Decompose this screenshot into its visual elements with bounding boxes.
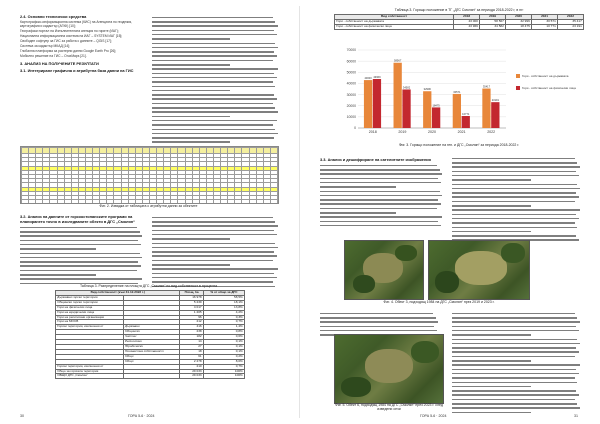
table-3-cell-pct: 0,1% xyxy=(203,344,244,349)
table-3-cell-pct: 0,3% xyxy=(203,315,244,320)
bullet-item: Географски портал на Изпълнителната агенция по горите (ИАГ); xyxy=(20,29,119,33)
body-text-right-col1b xyxy=(320,310,438,336)
text-line xyxy=(152,260,273,262)
table-3-cell-area: 4 017 xyxy=(180,305,203,310)
chart-bar xyxy=(364,80,372,128)
text-line xyxy=(152,34,277,36)
table-3-cell-area: 29 033 xyxy=(180,369,203,374)
satellite-photo-2023 xyxy=(428,240,530,300)
bullet-item: Мобилно решение на ГИС – OruxMaps [21]. xyxy=(20,54,87,58)
chart-data-label: 30571 xyxy=(453,90,461,94)
chart-data-label: 43969 xyxy=(373,76,381,80)
text-line xyxy=(320,212,396,214)
text-line xyxy=(20,261,138,263)
text-line xyxy=(452,231,531,233)
text-line xyxy=(152,47,278,49)
table-3-cell-area: 61 xyxy=(180,354,203,359)
text-line xyxy=(152,251,274,253)
text-line xyxy=(152,107,275,109)
text-line xyxy=(152,98,277,100)
col-left-1b xyxy=(20,214,142,284)
text-line xyxy=(452,214,576,216)
text-line xyxy=(320,199,438,201)
table-3-cell-label: ОБЩО ДГС „Смолян“ xyxy=(56,374,124,379)
text-line xyxy=(452,218,579,220)
chart-data-label: 18475 xyxy=(432,104,440,108)
table-4-header-cell: 2020 xyxy=(506,15,532,20)
table-3-cell-area: 182 xyxy=(180,335,203,340)
text-line xyxy=(152,141,230,143)
table-3-cell-sub: Общо xyxy=(123,359,180,364)
text-line xyxy=(320,221,438,223)
table-3-cell-label: Гори на МОСВ xyxy=(56,320,124,325)
text-line xyxy=(452,317,577,319)
chart-data-label: 10771 xyxy=(462,112,470,116)
text-line xyxy=(152,51,274,53)
text-line xyxy=(152,273,274,275)
text-line xyxy=(320,186,396,188)
table-3-cell-pct: 4,2% xyxy=(203,310,244,315)
table-3-cell-area: 27 xyxy=(180,344,203,349)
chart-y-tick-label: 70000 xyxy=(346,48,356,53)
chart-data-label: 58567 xyxy=(394,59,402,63)
text-line xyxy=(152,277,277,279)
text-line xyxy=(320,225,441,227)
text-line xyxy=(152,60,273,62)
text-line xyxy=(320,182,441,184)
text-line xyxy=(452,351,579,353)
chart-figure-3 xyxy=(334,44,584,142)
text-line xyxy=(152,133,278,135)
table-4-header-cell: Вид собственост xyxy=(335,15,454,20)
page-number-left: 30 xyxy=(20,414,24,418)
text-line xyxy=(452,205,531,207)
text-line xyxy=(452,330,579,332)
table-3-header-cell: Вид собственост (към 31.12.2022 г.) xyxy=(56,291,180,296)
table-3-cell-pct: 58,5% xyxy=(203,295,244,300)
table-3-cell-pct: 100% xyxy=(203,369,244,374)
text-line xyxy=(20,231,140,233)
chart-legend-label: Гори - собственост на държавата xyxy=(522,74,569,79)
chart-data-label: 35417 xyxy=(482,85,491,89)
bullet-item: Картографско-информационна система (КИС) на Агенцията по геодезия, картография и кадастър (АГКК) [10]; xyxy=(20,19,133,28)
text-line xyxy=(452,326,576,328)
chart-svg xyxy=(334,44,584,142)
figure-4-caption: Фиг. 4. Обект 3, подходящ 1984 на ДГС „Смолян“ през 2019 и 2023 г. xyxy=(383,300,495,304)
table-3-header-cell: Площ, ha xyxy=(180,291,203,296)
text-line xyxy=(20,274,96,276)
text-line xyxy=(452,386,531,388)
text-line xyxy=(20,253,140,255)
text-line xyxy=(452,179,531,181)
text-line xyxy=(152,30,274,32)
table-3-cell-label: Горски територии, изключени от xyxy=(56,364,124,369)
table-4-cell-value: 18 475 xyxy=(506,24,532,29)
text-line xyxy=(452,227,577,229)
table-3-cell-sub: Неизвестна собственост xyxy=(123,349,180,354)
chart-y-tick-label: 60000 xyxy=(346,59,356,64)
chart-bar xyxy=(373,79,381,128)
table-3-cell-pct: 0,1% xyxy=(203,340,244,345)
table-3-cell-pct: 18,1% xyxy=(203,300,244,305)
table-4-cell-value: 23 191 xyxy=(558,24,584,29)
chart-bar xyxy=(423,91,431,128)
text-line xyxy=(452,339,577,341)
chart-bar xyxy=(462,116,470,128)
chart-y-tick-label: 40000 xyxy=(346,81,356,86)
text-line xyxy=(320,203,441,205)
text-line xyxy=(152,111,278,113)
text-line xyxy=(20,235,142,237)
table-3-cell-pct: 0,7% xyxy=(203,364,244,369)
table-3-cell-area: 2 278 xyxy=(180,359,203,364)
text-line xyxy=(452,158,575,160)
text-line xyxy=(452,356,575,358)
table-3-cell-pct: 0,2% xyxy=(203,354,244,359)
footer-right: ГОРА 5-6 · 2024 xyxy=(420,414,447,418)
table-4-cell-value: 43 969 xyxy=(454,24,480,29)
chart-x-tick-label: 2020 xyxy=(428,130,436,134)
chart-bar xyxy=(394,63,402,128)
text-line xyxy=(152,247,278,249)
table-3-cell-label: Общо за горската територия xyxy=(56,369,124,374)
chart-bar xyxy=(402,89,410,128)
bullet-item: Глобална платформа за растерни данни Google Earth Pro [26]; xyxy=(20,49,117,53)
section-heading-3: 3. АНАЛИЗ НА ПОЛУЧЕНИТЕ РЕЗУЛТАТИ xyxy=(20,61,99,67)
satellite-photo-fig5 xyxy=(334,334,444,404)
text-line xyxy=(452,192,576,194)
text-line xyxy=(452,390,576,392)
body-text-right-col2b xyxy=(452,310,580,413)
table-4-cell-value: 30 571 xyxy=(532,19,558,24)
text-line xyxy=(20,257,142,259)
text-line xyxy=(452,407,580,409)
figure-3-caption: Фиг. 3. Горящо положение на ген. и ДГС „Смолян“ за периода 2018-2022 г. xyxy=(398,143,520,147)
body-text-left-col2 xyxy=(152,14,278,143)
col-left-1 xyxy=(20,14,142,73)
text-line xyxy=(152,25,278,27)
table-3-row xyxy=(56,374,245,379)
attribute-table-screenshot xyxy=(20,146,279,204)
text-line xyxy=(452,166,580,168)
table-4-header-cell: 2021 xyxy=(532,15,558,20)
text-line xyxy=(152,103,273,105)
table-3-cell-label: Общински горски територии xyxy=(56,300,124,305)
text-line xyxy=(20,270,137,272)
text-line xyxy=(152,90,230,92)
text-line xyxy=(152,221,275,223)
table-3-cell-area: 14 xyxy=(180,340,203,345)
table-3-cell-pct: 8,0% xyxy=(203,359,244,364)
table-3-cell-sub: Общински xyxy=(123,330,180,335)
text-line xyxy=(452,196,579,198)
text-line xyxy=(452,175,579,177)
chart-x-tick-label: 2018 xyxy=(368,130,377,134)
text-line xyxy=(152,81,273,83)
text-line xyxy=(20,240,138,242)
page-number-right: 31 xyxy=(574,414,578,418)
table-4-header-cell: 2022 xyxy=(558,15,584,20)
body-text-left-col2b xyxy=(152,214,278,291)
text-line xyxy=(452,321,580,323)
table-3-cell-pct: 100% xyxy=(203,374,244,379)
figure-5-caption: Фиг. 5. Обект 6, подходящ 1984 на ДГС „Смолян“ през 2023 г. след изведени сечи xyxy=(335,403,443,412)
table-3-cell-sub: Държавни xyxy=(123,325,180,330)
table-4-caption: Таблица 3. Горящо положение в ТГ „ДГС Смолян“ за периода 2018-2022 г, в m³ xyxy=(394,8,524,12)
text-line xyxy=(152,230,274,232)
table-3-cell-area: 1 205 xyxy=(180,310,203,315)
figure-2-caption: Фиг. 2. Извадка от таблицата с атрибутни данни за обектите xyxy=(99,204,198,208)
text-line xyxy=(152,281,273,283)
table-3 xyxy=(55,290,245,379)
table-4-cell-value: 34 582 xyxy=(480,24,506,29)
text-line xyxy=(320,317,436,319)
table-3-cell-pct: 0,6% xyxy=(203,335,244,340)
text-line xyxy=(452,347,576,349)
section-heading-3-3: 3.3. Анализ и дешифриране на сателитните изображения xyxy=(320,157,431,162)
table-4-cell-value: 32 996 xyxy=(506,19,532,24)
section-heading-2-4: 2.4. Основни технически средства xyxy=(20,14,87,19)
text-line xyxy=(452,377,575,379)
text-line xyxy=(320,330,437,332)
table-3-caption: Таблица 3. Разпределение на площта ДГС „Смолян“ по вид собственост в процента xyxy=(79,284,218,288)
text-line xyxy=(320,165,437,167)
table-3-cell-pct: 1,4% xyxy=(203,325,244,330)
table-3-cell-pct: 0,8% xyxy=(203,330,244,335)
chart-legend-swatch xyxy=(516,86,520,90)
table-3-cell-area: 18 xyxy=(180,349,203,354)
table-4-cell-label: Гори - собственост на физически лица xyxy=(335,24,454,29)
text-line xyxy=(452,201,575,203)
text-line xyxy=(452,399,575,401)
table-3-cell-label: Държавни горски територии xyxy=(56,295,124,300)
text-line xyxy=(20,265,141,267)
text-line xyxy=(152,55,277,57)
text-line xyxy=(320,313,433,315)
chart-y-tick-label: 50000 xyxy=(346,70,356,75)
text-line xyxy=(152,68,278,70)
text-line xyxy=(152,255,277,257)
text-line xyxy=(152,38,230,40)
table-3-cell-label: Гори на религиозни организации xyxy=(56,315,124,320)
bullet-item: Свободен софтуер за ГИС за работа с данните – QGIS [17]; xyxy=(20,39,112,43)
table-4-cell-label: Гори - собственост на държавата xyxy=(335,19,454,24)
table-4-header-cell: 2019 xyxy=(480,15,506,20)
chart-y-tick-label: 10000 xyxy=(346,115,356,120)
text-line xyxy=(20,248,96,250)
text-line xyxy=(320,173,442,175)
text-line xyxy=(320,208,437,210)
text-line xyxy=(452,369,576,371)
table-3-cell-area: 416 xyxy=(180,325,203,330)
text-line xyxy=(320,191,440,193)
text-line xyxy=(452,162,577,164)
text-line xyxy=(152,234,277,236)
text-line xyxy=(152,137,274,139)
table-4-header-cell: 2018 xyxy=(454,15,480,20)
table-3-header-cell: % от общо за ДГС xyxy=(203,291,244,296)
text-line xyxy=(20,244,141,246)
chart-data-label: 43000 xyxy=(364,77,372,81)
chart-legend-label: Гори - собственост на физически лица xyxy=(522,86,576,91)
chart-x-tick-label: 2019 xyxy=(398,130,407,134)
table-3-cell-label: Горски територии, изключени от xyxy=(56,325,124,330)
text-line xyxy=(320,195,442,197)
text-line xyxy=(452,403,577,405)
table-3-cell-label: Гори на физически лица xyxy=(56,305,124,310)
bullet-item: Национална информационна система на ИАГ – SYSTEM ИАГ [15]; xyxy=(20,34,123,38)
table-3-cell-sub: Общи xyxy=(123,354,180,359)
text-line xyxy=(452,171,576,173)
text-line xyxy=(152,86,275,88)
chart-y-tick-label: 30000 xyxy=(346,92,356,97)
chart-bar xyxy=(453,94,461,128)
table-3-cell-sub: Частни xyxy=(123,335,180,340)
text-line xyxy=(320,321,438,323)
chart-bar xyxy=(432,107,440,128)
table-3-cell-area: 96 xyxy=(180,315,203,320)
table-3-cell-area: 29 033 xyxy=(180,374,203,379)
chart-bar xyxy=(491,102,499,128)
text-line xyxy=(152,225,278,227)
chart-bar xyxy=(482,89,490,128)
table-3-cell-label: Гори на юридически лица xyxy=(56,310,124,315)
table-3-cell-sub: Религиозни xyxy=(123,340,180,345)
text-line xyxy=(152,243,275,245)
text-line xyxy=(320,326,434,328)
table-3-cell-sub xyxy=(123,374,180,379)
text-line xyxy=(152,73,274,75)
chart-x-tick-label: 2021 xyxy=(457,130,466,134)
text-line xyxy=(452,209,580,211)
text-line xyxy=(152,124,273,126)
table-4-cell-value: 35 417 xyxy=(558,19,584,24)
satellite-photo-2019 xyxy=(344,240,424,300)
text-line xyxy=(452,382,577,384)
bullet-item: Система за кадастър МКАД [14]; xyxy=(20,44,71,48)
table-3-cell-area: 212 xyxy=(180,320,203,325)
table-3-cell-area: 16 978 xyxy=(180,295,203,300)
text-line xyxy=(452,412,531,414)
text-line xyxy=(152,268,278,270)
text-line xyxy=(452,394,579,396)
text-line xyxy=(452,373,579,375)
text-line xyxy=(452,188,580,190)
text-line xyxy=(152,238,230,240)
bullet-list xyxy=(20,20,142,59)
text-line xyxy=(452,334,531,336)
table-4-cell-value: 10 771 xyxy=(532,24,558,29)
chart-y-tick-label: 0 xyxy=(354,126,356,131)
footer-left: ГОРА 5-6 · 2024 xyxy=(128,414,155,418)
text-line xyxy=(320,178,438,180)
body-text-right-col2 xyxy=(452,155,580,241)
text-line xyxy=(152,43,275,45)
body-text-right-col1 xyxy=(320,162,442,226)
table-3-cell-pct: 0,1% xyxy=(203,349,244,354)
table-4-row xyxy=(335,24,584,29)
col-right-1 xyxy=(320,157,442,226)
text-line xyxy=(452,364,580,366)
text-line xyxy=(452,343,580,345)
text-line xyxy=(452,222,575,224)
text-line xyxy=(152,116,230,118)
chart-data-label: 23191 xyxy=(491,99,499,103)
chart-data-label: 34582 xyxy=(402,86,411,90)
table-4 xyxy=(334,14,584,30)
table-4-cell-value: 43 000 xyxy=(454,19,480,24)
text-line xyxy=(152,129,275,131)
text-line xyxy=(152,21,275,23)
text-line xyxy=(20,278,142,280)
text-line xyxy=(452,184,577,186)
text-line xyxy=(152,264,230,266)
chart-x-tick-label: 2022 xyxy=(487,130,496,134)
text-line xyxy=(152,94,274,96)
text-line xyxy=(20,227,137,229)
section-heading-3-2: 3.2. Анализ на данните от горскостопанските програми на планирането точно в изследваните обекти в ДГС „Смолян“ xyxy=(20,214,136,224)
table-3-cell-sub: Юридически xyxy=(123,344,180,349)
text-line xyxy=(320,169,440,171)
text-line xyxy=(152,120,277,122)
table-3-cell-area: 210 xyxy=(180,364,203,369)
text-line xyxy=(452,235,576,237)
text-line xyxy=(320,216,442,218)
chart-data-label: 32996 xyxy=(423,88,431,92)
table-4-cell-value: 58 567 xyxy=(480,19,506,24)
text-line xyxy=(152,64,230,66)
text-line xyxy=(152,217,273,219)
section-heading-3-1: 3.1. Интегриране графична и атрибутна база данни на ГИС xyxy=(20,68,134,74)
body-text-left-col1b xyxy=(20,224,142,284)
text-line xyxy=(152,17,273,19)
text-line xyxy=(452,313,575,315)
chart-legend-swatch xyxy=(516,74,520,78)
table-3-cell-area: 5 239 xyxy=(180,300,203,305)
chart-y-tick-label: 20000 xyxy=(346,103,356,108)
table-3-cell-area: 238 xyxy=(180,330,203,335)
table-3-cell-pct: 0,7% xyxy=(203,320,244,325)
text-line xyxy=(152,77,277,79)
text-line xyxy=(452,360,531,362)
table-3-cell-pct: 13,8% xyxy=(203,305,244,310)
